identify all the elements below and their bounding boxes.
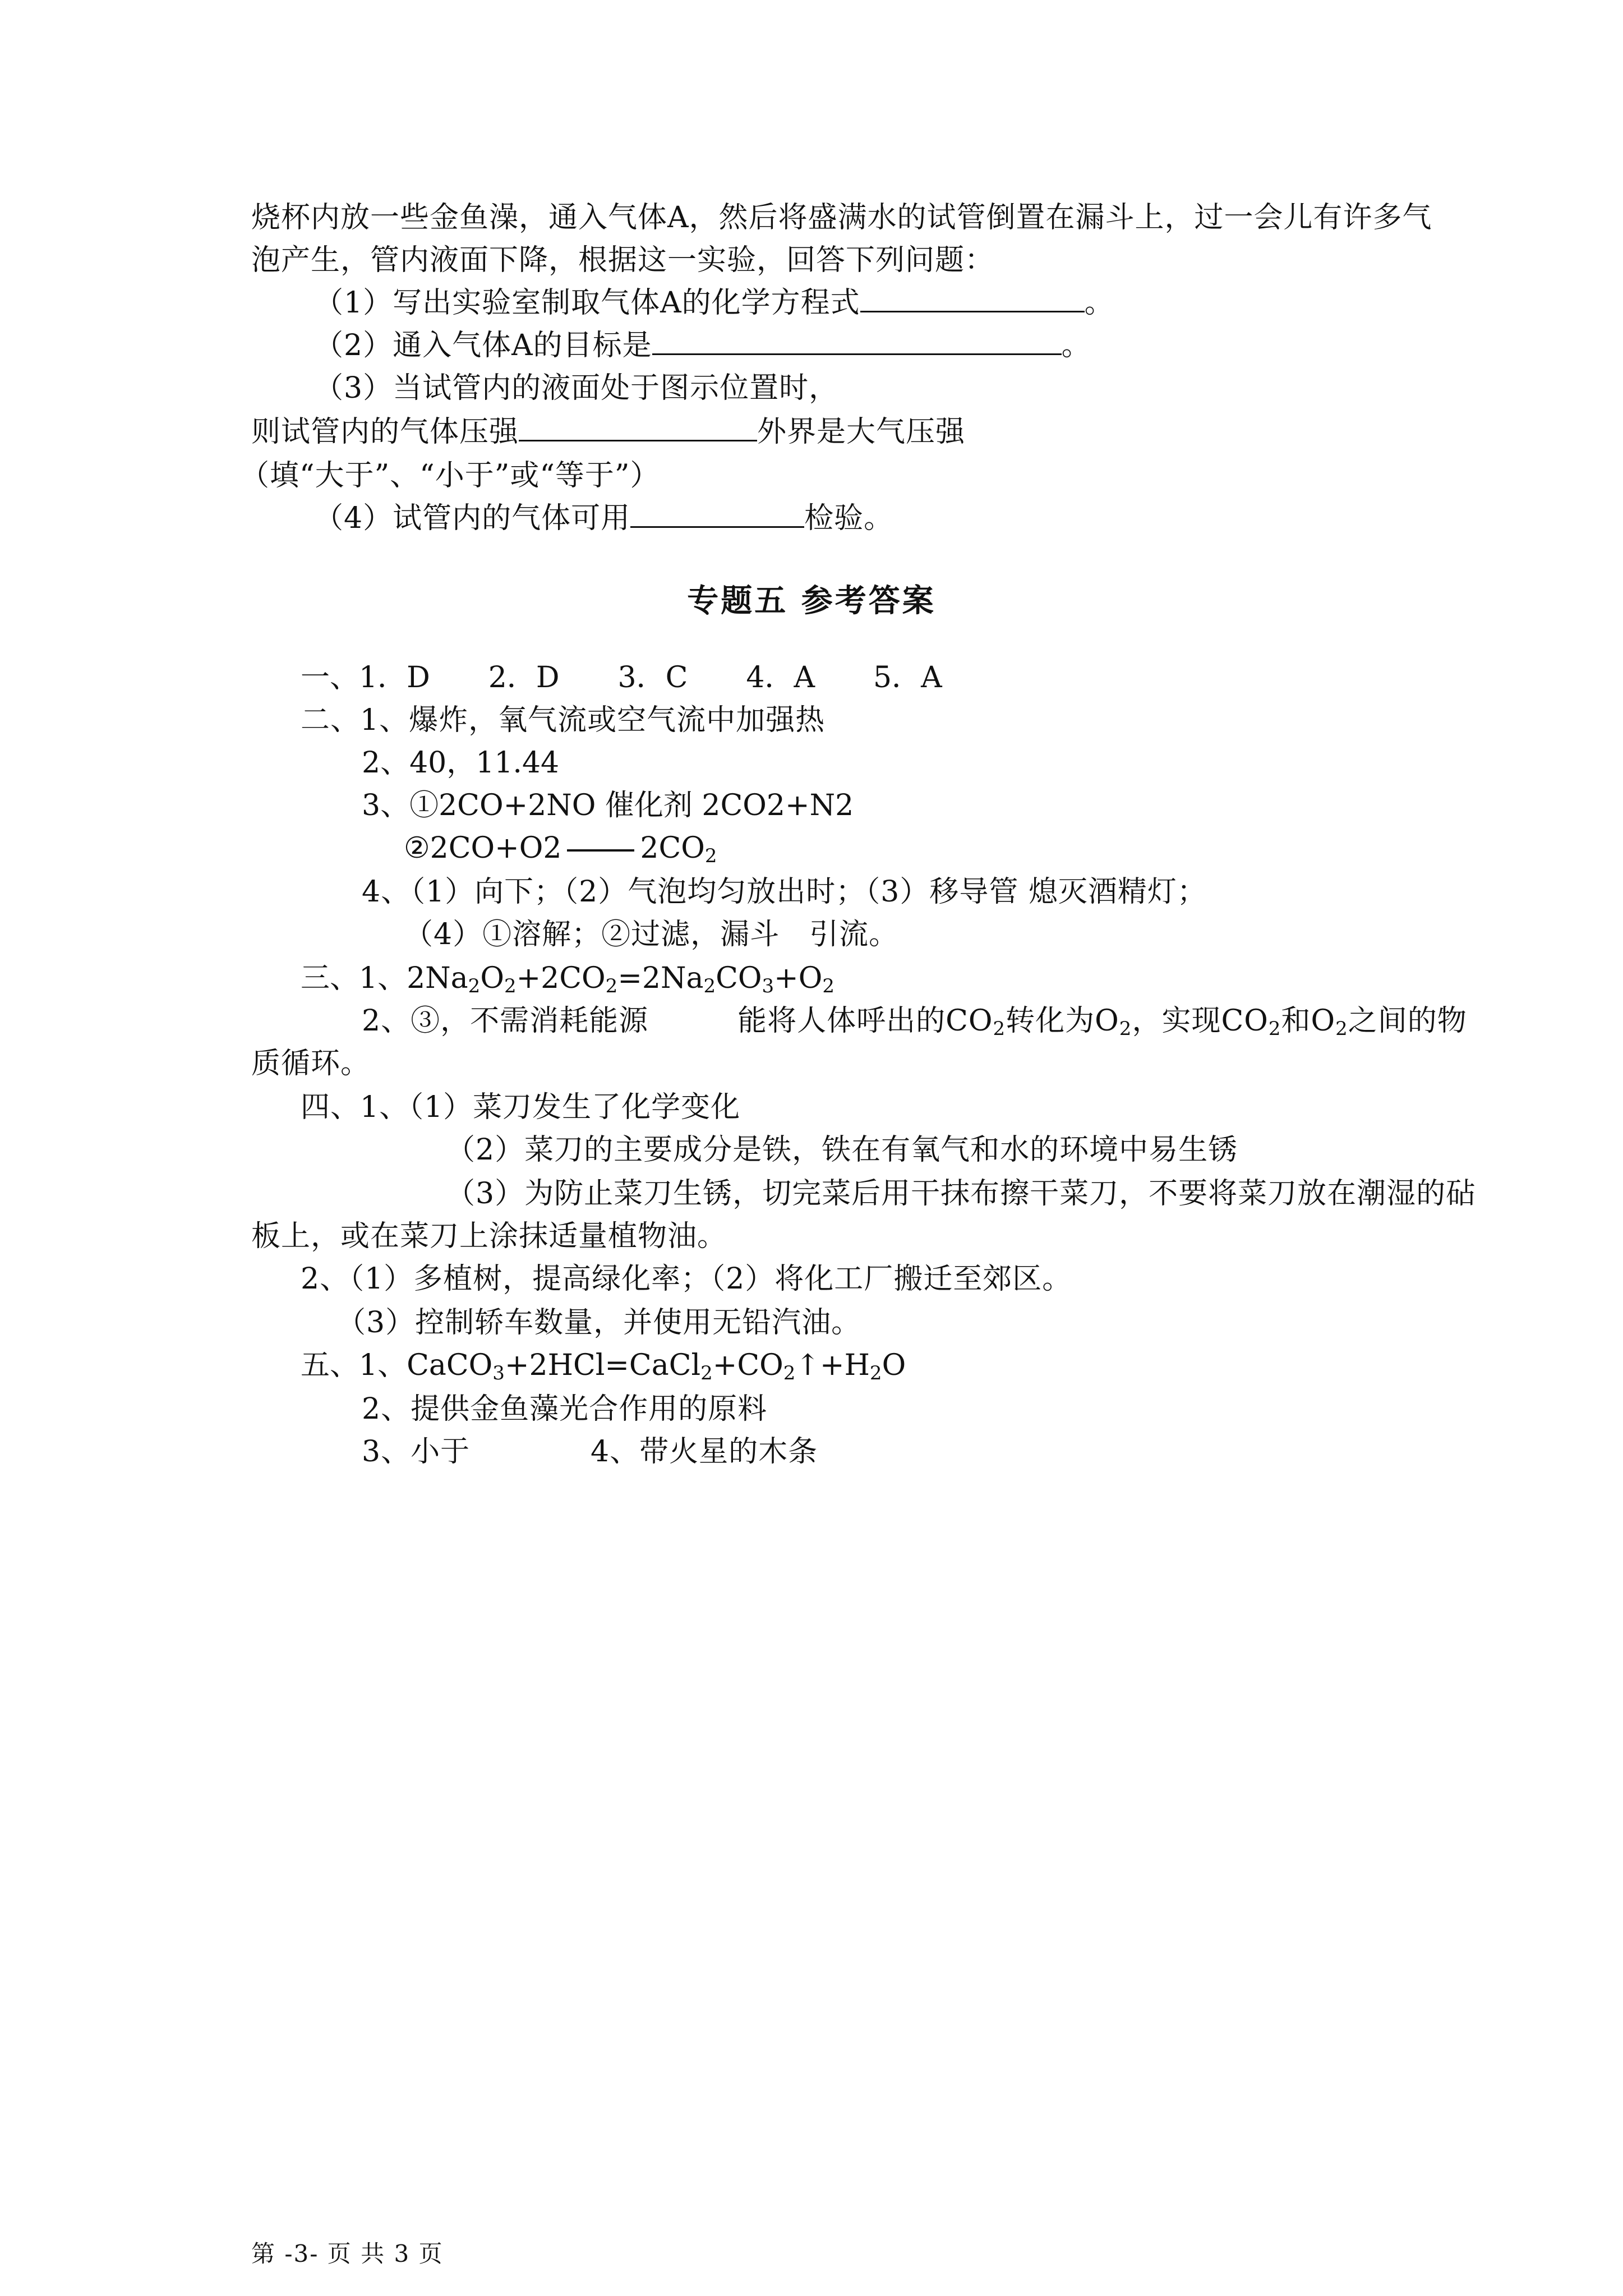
question-3-text: 则试管内的气体压强 — [251, 415, 519, 449]
formula-sub: 2 — [822, 975, 835, 997]
question-1-text: （1）写出实验室制取气体A的化学方程式 — [314, 286, 860, 320]
answer-blank-2[interactable] — [652, 325, 1062, 355]
question-2-end: 。 — [1061, 329, 1091, 362]
text-part: 之间的物 — [1348, 1004, 1467, 1038]
answer-blank-1[interactable] — [860, 283, 1085, 312]
answer-2-2: 2、40，11.44 — [362, 746, 560, 780]
formula-part: ↑+H — [795, 1349, 870, 1382]
formula-sub: 2 — [700, 1362, 713, 1384]
answer-5-1 — [301, 1345, 906, 1386]
answer-4-1b: （2）菜刀的主要成分是铁，铁在有氧气和水的环境中易生锈 — [446, 1133, 1238, 1167]
answer-blank-4[interactable] — [630, 498, 804, 528]
formula-sub: 3 — [492, 1362, 505, 1384]
answer-5-2: 2、提供金鱼藻光合作用的原料 — [362, 1392, 768, 1426]
formula-sub: 2 — [783, 1362, 796, 1384]
question-2-text: （2）通入气体A的目标是 — [314, 329, 652, 362]
formula-part: CO — [716, 961, 762, 995]
formula-sub: 2 — [605, 975, 618, 997]
answer-2-1: 二、1、爆炸，氧气流或空气流中加强热 — [301, 703, 826, 737]
answer-2-3b — [404, 828, 717, 868]
text-part: ，实现CO — [1132, 1004, 1269, 1038]
equation-left: ②2CO+O2 — [404, 831, 562, 865]
answer-4-1a: 四、1、（1）菜刀发生了化学变化 — [301, 1091, 741, 1124]
text-part: 转化为O — [1006, 1004, 1119, 1038]
question-3-line-1: （3）当试管内的液面处于图示位置时， — [314, 371, 839, 405]
answer-2-4b: （4）①溶解；②过滤，漏斗 引流。 — [404, 918, 899, 951]
formula-sub: 2 — [468, 975, 481, 997]
equation-right-sub: 2 — [704, 845, 717, 867]
answer-2-4a: 4、（1）向下；（2）气泡均匀放出时；（3）移导管 熄灭酒精灯； — [362, 875, 1207, 909]
answer-5-4: 4、带火星的木条 — [591, 1435, 818, 1469]
formula-part: O — [480, 961, 504, 995]
answer-4-1c: （3）为防止菜刀生锈，切完菜后用干抹布擦干菜刀，不要将菜刀放在潮湿的砧 — [446, 1177, 1476, 1211]
answer-5-3: 3、小于 — [362, 1435, 471, 1469]
page-footer: 第 -3- 页 共 3 页 — [251, 2240, 444, 2267]
formula-part: +2HCl=CaCl — [504, 1349, 701, 1382]
formula-part: +2CO — [516, 961, 606, 995]
answer-4-2b: （3）控制轿车数量，并使用无铅汽油。 — [336, 1306, 861, 1340]
answer-4-1d: 板上，或在菜刀上涂抹适量植物油。 — [251, 1220, 727, 1253]
formula-part: O — [882, 1349, 906, 1382]
answer-section-1: 一、1．D 2．D 3．C 4．A 5．A — [301, 661, 942, 694]
answer-4-2a: 2、（1）多植树，提高绿化率；（2）将化工厂搬迁至郊区。 — [301, 1262, 1072, 1296]
reaction-condition-bar — [567, 839, 634, 862]
answer-section-title: 专题五 参考答案 — [687, 583, 936, 619]
question-3-hint: （填“大于”、“小于”或“等于”） — [240, 459, 660, 493]
question-4-text: （4）试管内的气体可用 — [314, 501, 631, 535]
formula-sub: 3 — [762, 975, 774, 997]
question-3-line-2 — [251, 412, 965, 452]
answer-3-2 — [362, 1001, 1467, 1041]
formula-sub: 2 — [703, 975, 716, 997]
formula-part: +O — [774, 961, 823, 995]
text-part: 2、③，不需消耗能源 能将人体呼出的CO — [362, 1004, 993, 1038]
formula-sub: 2 — [1268, 1018, 1281, 1040]
question-1-end: 。 — [1084, 286, 1114, 320]
formula-part: 三、1、2Na — [301, 961, 468, 995]
question-4-end: 检验。 — [804, 501, 894, 535]
formula-sub: 2 — [869, 1362, 882, 1384]
answer-3-1 — [301, 958, 834, 999]
formula-sub: 2 — [993, 1018, 1006, 1040]
question-2 — [314, 325, 1091, 366]
equation-right: 2CO — [640, 831, 705, 865]
question-4 — [314, 498, 893, 539]
formula-part: 五、1、CaCO — [301, 1349, 493, 1382]
intro-line-1: 烧杯内放一些金鱼澡，通入气体A，然后将盛满水的试管倒置在漏斗上，过一会儿有许多气 — [251, 201, 1432, 234]
formula-sub: 2 — [1335, 1018, 1348, 1040]
question-1 — [314, 283, 1114, 323]
question-3-end: 外界是大气压强 — [757, 415, 966, 449]
answer-3-2-cont: 质循环。 — [251, 1047, 371, 1080]
formula-part: =2Na — [617, 961, 704, 995]
text-part: 和O — [1281, 1004, 1336, 1038]
formula-part: +CO — [712, 1349, 783, 1382]
formula-sub: 2 — [1119, 1018, 1132, 1040]
reaction-line — [567, 849, 634, 852]
answer-blank-3[interactable] — [519, 412, 757, 441]
formula-sub: 2 — [504, 975, 517, 997]
answer-2-3a: 3、①2CO+2NO 催化剂 2CO2+N2 — [362, 789, 854, 822]
intro-line-2: 泡产生，管内液面下降，根据这一实验，回答下列问题： — [251, 243, 995, 277]
